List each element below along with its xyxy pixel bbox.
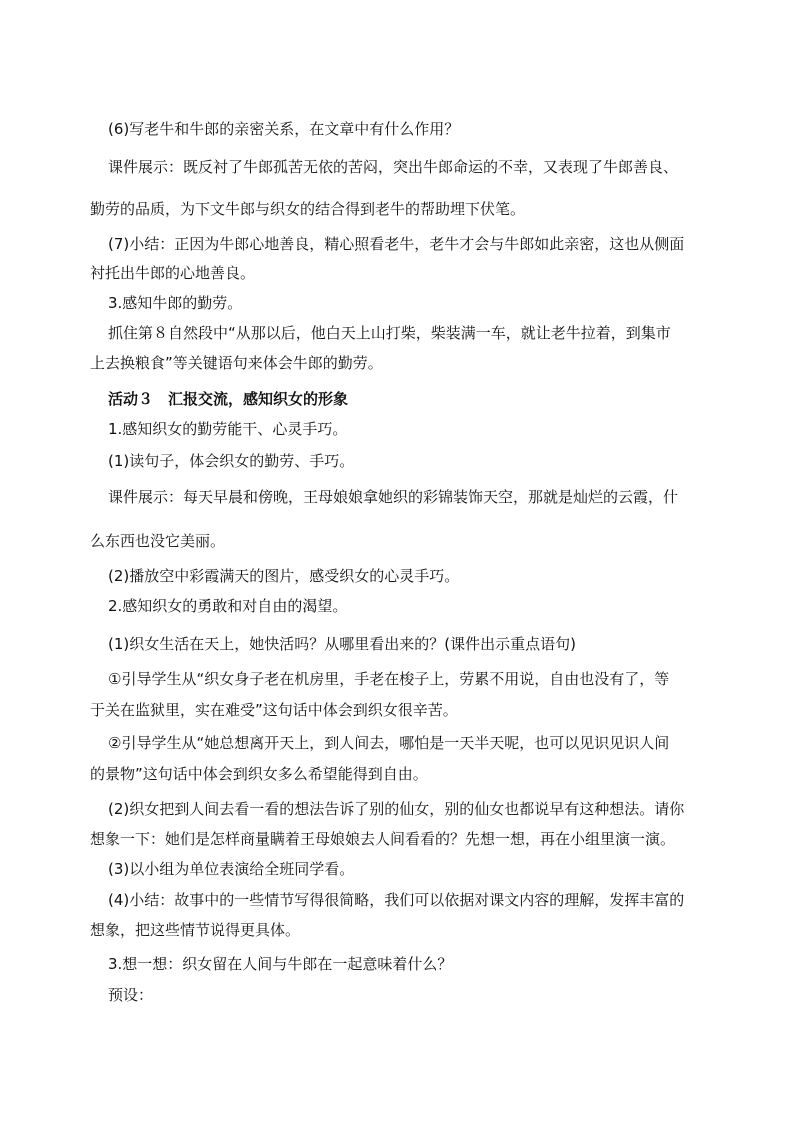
preset-label: 预设： bbox=[108, 986, 154, 1004]
summary-7-line-2: 衬托出牛郎的心地善良。 bbox=[90, 264, 256, 282]
courseware-display-1-line-1: 课件展示：既反衬了牛郎孤苦无依的苦闷，突出牛郎命运的不幸，又表现了牛郎善良、 bbox=[108, 158, 679, 176]
section-3-heading: 3.感知牛郎的勤劳。 bbox=[108, 294, 243, 312]
zhinv-item-1-heading: 1.感知织女的勤劳能干、心灵手巧。 bbox=[108, 420, 348, 438]
section-3-paragraph-line-1: 抓住第８自然段中“从那以后，他白天上山打柴，柴装满一车，就让老牛拉着，到集市 bbox=[108, 324, 671, 342]
zhinv-item-2-sub-2-line-2: 想象一下：她们是怎样商量瞒着王母娘娘去人间看看的？先想一想，再在小组里演一演。 bbox=[90, 830, 676, 848]
zhinv-item-2-sub-1: (1)织女生活在天上，她快活吗？从哪里看出来的？(课件出示重点语句) bbox=[108, 635, 576, 653]
activity-3-heading: 活动３ 汇报交流，感知织女的形象 bbox=[108, 390, 349, 408]
zhinv-item-1-sub-1: (1)读句子，体会织女的勤劳、手巧。 bbox=[108, 452, 355, 470]
summary-4-line-1: (4)小结：故事中的一些情节写得很简略，我们可以依据对课文内容的理解，发挥丰富的 bbox=[108, 891, 685, 909]
zhinv-item-2-sub-2-line-1: (2)织女把到人间去看一看的想法告诉了别的仙女，别的仙女也都说早有这种想法。请你 bbox=[108, 800, 685, 818]
section-3-paragraph-line-2: 上去换粮食”等关键语句来体会牛郎的勤劳。 bbox=[90, 354, 383, 372]
question-6: (6)写老牛和牛郎的亲密关系，在文章中有什么作用？ bbox=[108, 120, 460, 138]
summary-7-line-1: (7)小结：正因为牛郎心地善良，精心照看老牛，老牛才会与牛郎如此亲密，这也从侧面 bbox=[108, 235, 685, 253]
guide-2-line-1: ②引导学生从“她总想离开天上，到人间去，哪怕是一天半天呢，也可以见识见识人间 bbox=[108, 734, 670, 752]
guide-2-line-2: 的景物”这句话中体会到织女多么希望能得到自由。 bbox=[90, 765, 428, 783]
courseware-display-2-line-2: 么东西也没它美丽。 bbox=[90, 532, 226, 550]
courseware-display-2-line-1: 课件展示：每天早晨和傍晚，王母娘娘拿她织的彩锦装饰天空，那就是灿烂的云霞，什 bbox=[108, 488, 679, 506]
summary-4-line-2: 想象，把这些情节说得更具体。 bbox=[90, 921, 301, 939]
zhinv-item-2-sub-3: (3)以小组为单位表演给全班同学看。 bbox=[108, 860, 355, 878]
zhinv-item-3-heading: 3.想一想：织女留在人间与牛郎在一起意味着什么？ bbox=[108, 955, 453, 973]
zhinv-item-1-sub-2: (2)播放空中彩霞满天的图片，感受织女的心灵手巧。 bbox=[108, 567, 460, 585]
zhinv-item-2-heading: 2.感知织女的勇敢和对自由的渴望。 bbox=[108, 597, 348, 615]
guide-1-line-1: ①引导学生从“织女身子老在机房里，手老在梭子上，劳累不用说，自由也没有了，等 bbox=[108, 670, 670, 688]
courseware-display-1-line-2: 勤劳的品质，为下文牛郎与织女的结合得到老牛的帮助埋下伏笔。 bbox=[90, 200, 526, 218]
guide-1-line-2: 于关在监狱里，实在难受”这句话中体会到织女很辛苦。 bbox=[90, 701, 458, 719]
